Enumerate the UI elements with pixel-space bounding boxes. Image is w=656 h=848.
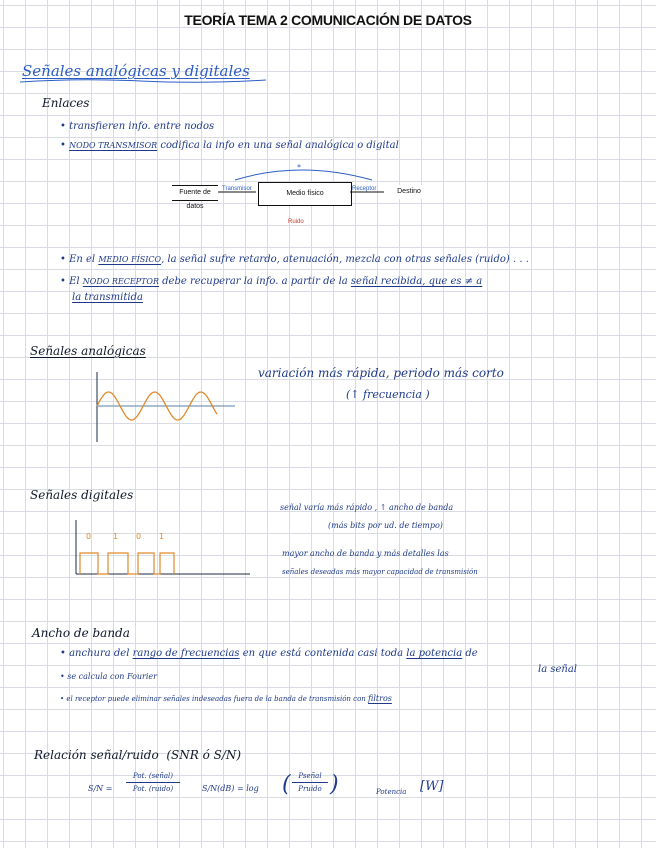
sn-label: S/N = (88, 784, 113, 793)
sn-numerator: Pot. (señal) (132, 772, 174, 780)
digital-square-wave (80, 553, 174, 574)
analog-note-1: variación más rápida, periodo más corto (258, 366, 504, 380)
digital-note-2: (más bits por ud. de tiempo) (328, 521, 443, 530)
diagram-arrows (218, 170, 384, 192)
digital-axes (76, 520, 250, 574)
analog-axes (97, 372, 235, 442)
enlaces-bullet-2: • NODO TRANSMISOR codifica la info en una señal analógica o digital (60, 140, 399, 151)
digital-note-3: mayor ancho de banda y más detalles las (282, 549, 449, 558)
digital-note-1: señal varía más rápido , ↑ ancho de banda (280, 503, 454, 512)
bandwidth-bullet-1: • anchura del rango de frecuencias en que está contenida casi toda la potencia de (60, 648, 478, 659)
paren-close: ) (330, 772, 339, 797)
enlaces-bullet-1: • transfieren info. entre nodos (60, 121, 215, 132)
section-heading: Señales analógicas y digitales (22, 62, 250, 80)
asterisk-mark: * (297, 163, 301, 172)
enlaces-bullet-4-cont: la transmitida (72, 292, 143, 303)
db-numerator: Pseñal (298, 772, 322, 780)
arrow-tx-medium (235, 170, 372, 180)
enlaces-heading: Enlaces (42, 96, 90, 110)
power-label: Potencia (376, 788, 407, 796)
bit-label: 0 (136, 532, 142, 541)
analog-heading: Señales analógicas (30, 344, 146, 358)
db-denominator: Pruido (298, 785, 322, 793)
receiver-label: Receptor (352, 186, 377, 192)
bit-label: 1 (113, 532, 119, 541)
analog-note-2: (↑ frecuencia ) (346, 388, 430, 401)
transmitter-label: Transmisor (222, 186, 252, 192)
snr-heading: Relación señal/ruido (SNR ó S/N) (34, 748, 242, 762)
bandwidth-heading: Ancho de banda (32, 626, 130, 640)
source-box: Fuente de datos (172, 185, 218, 201)
paren-open: ( (282, 772, 291, 797)
enlaces-bullet-3: • En el MEDIO FÍSICO, la señal sufre retardo, atenuación, mezcla con otras señales (ruido) . . . (60, 254, 529, 265)
bandwidth-bullet-3: • el receptor puede eliminar señales indeseadas fuera de la banda de transmisión con filtros (60, 694, 392, 703)
destination-box: Destino (386, 185, 432, 199)
bit-label: 1 (159, 532, 165, 541)
sn-denominator: Pot. (ruido) (132, 785, 174, 793)
medium-box: Medio físico (258, 182, 352, 206)
bit-label: 0 (86, 532, 92, 541)
heading-underline (20, 80, 266, 83)
enlaces-bullet-4: • El NODO RECEPTOR debe recuperar la info. a partir de la señal recibida, que es ≠ a (60, 276, 483, 287)
sn-db-label: S/N(dB) = log (202, 784, 259, 793)
power-unit: [W] (420, 779, 444, 794)
digital-note-4: señales deseadas más mayor capacidad de transmisión (282, 568, 478, 576)
noise-label: Ruido (288, 219, 304, 225)
digital-heading: Señales digitales (30, 488, 134, 502)
bandwidth-bullet-1-cont: la señal (538, 664, 577, 675)
bandwidth-bullet-2: • se calcula con Fourier (60, 672, 157, 681)
page-title: TEORÍA TEMA 2 COMUNICACIÓN DE DATOS (184, 12, 472, 28)
